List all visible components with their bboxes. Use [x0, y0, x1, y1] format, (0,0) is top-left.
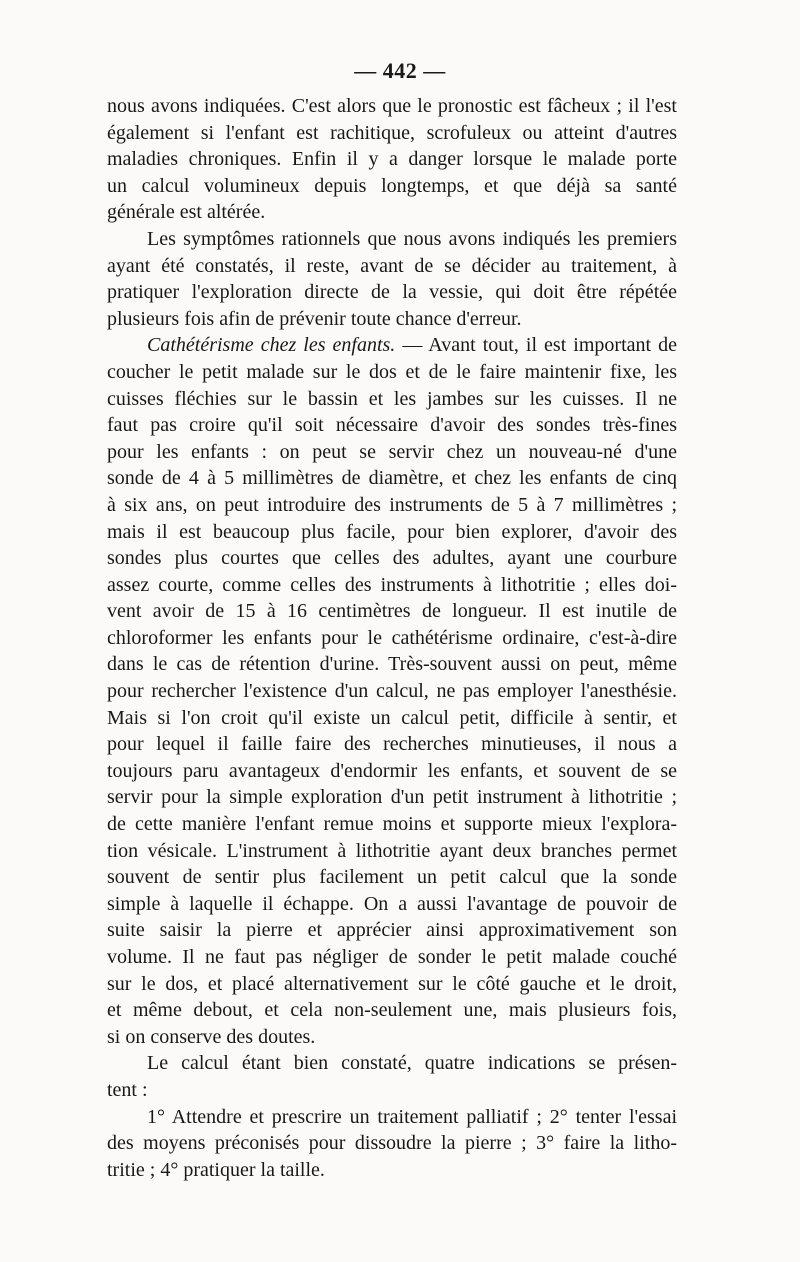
text-line: également si l'enfant est rachitique, scrofuleux ou atteint d'autres: [107, 121, 677, 144]
text-line: pour rechercher l'existence d'un calcul, ne pas employer l'anesthésie.: [107, 680, 677, 703]
text-line: 1° Attendre et prescrire un traitement palliatif ; 2° tenter l'essai: [147, 1105, 677, 1128]
text-line: volume. Il ne faut pas négliger de sonder le petit malade couché: [107, 946, 677, 968]
text-line: des moyens préconisés pour dissoudre la pierre ; 3° faire la litho-: [107, 1132, 677, 1155]
text-line: vent avoir de 15 à 16 centimètres de longueur. Il est inutile de: [107, 600, 677, 623]
text-line: sondes plus courtes que celles des adultes, ayant une courbure: [107, 547, 677, 570]
text-line: Mais si l'on croit qu'il existe un calcul petit, difficile à sentir, et: [107, 706, 677, 729]
text-line: coucher le petit malade sur le dos et de le faire maintenir fixe, les: [107, 360, 677, 383]
text-line: pratiquer l'exploration directe de la vessie, qui doit être répétée: [107, 281, 677, 304]
text-line: — Avant tout, il est important de: [402, 334, 677, 357]
text-line: plusieurs fois afin de prévenir toute chance d'erreur.: [107, 307, 522, 330]
text-line: tion vésicale. L'instrument à lithotritie ayant deux branches permet: [107, 839, 677, 862]
text-line: assez courte, comme celles des instruments à lithotritie ; elles doi-: [107, 573, 677, 596]
text-line: pour les enfants : on peut se servir chez un nouveau-né d'une: [107, 440, 677, 463]
text-line: à six ans, on peut introduire des instruments de 5 à 7 millimètres ;: [107, 493, 677, 516]
text-line: un calcul volumineux depuis longtemps, et que déjà sa santé: [107, 174, 677, 197]
text-line: de cette manière l'enfant remue moins et supporte mieux l'explora-: [107, 813, 677, 836]
text-line: dans le cas de rétention d'urine. Très-souvent aussi on peut, même: [107, 653, 677, 676]
text-line: souvent de sentir plus facilement un petit calcul que la sonde: [107, 866, 677, 889]
text-line: tritie ; 4° pratiquer la taille.: [107, 1158, 325, 1181]
text-line: chloroformer les enfants pour le cathétérisme ordinaire, c'est-à-dire: [107, 626, 677, 649]
body-text: [107, 93, 677, 1183]
text-line: suite saisir la pierre et apprécier ainsi approximativement son: [107, 919, 677, 942]
text-line: ayant été constatés, il reste, avant de se décider au traitement, à: [107, 254, 677, 277]
section-heading: Cathétérisme chez les enfants.: [147, 334, 396, 357]
page-number: — 442 —: [354, 58, 446, 83]
text-line: sur le dos, et placé alternativement sur le côté gauche et le droit,: [107, 972, 677, 995]
text-line: mais il est beaucoup plus facile, pour bien explorer, d'avoir des: [107, 520, 677, 543]
text-line: nous avons indiquées. C'est alors que le pronostic est fâcheux ; il l'est: [107, 95, 677, 117]
text-line: tent :: [107, 1078, 148, 1101]
text-line: Le calcul étant bien constaté, quatre indications se présen-: [147, 1052, 677, 1075]
text-line: maladies chroniques. Enfin il y a danger lorsque le malade porte: [107, 148, 677, 171]
text-line: cuisses fléchies sur le bassin et les jambes sur les cuisses. Il ne: [107, 387, 677, 410]
text-line: et même debout, et cela non-seulement une, mais plusieurs fois,: [107, 999, 677, 1022]
text-line: toujours paru avantageux d'endormir les enfants, et souvent de se: [107, 759, 677, 782]
text-line: simple à laquelle il échappe. On a aussi l'avantage de pouvoir de: [107, 892, 677, 915]
text-line: pour lequel il faille faire des recherches minutieuses, il nous a: [107, 733, 677, 756]
text-line: sonde de 4 à 5 millimètres de diamètre, et chez les enfants de cinq: [107, 467, 677, 490]
text-line: servir pour la simple exploration d'un petit instrument à lithotritie ;: [107, 786, 677, 809]
text-line: générale est altérée.: [107, 201, 266, 224]
text-line: Les symptômes rationnels que nous avons indiqués les premiers: [147, 227, 677, 250]
section-heading-line: [107, 332, 677, 359]
text-line: faut pas croire qu'il soit nécessaire d'avoir des sondes très-fines: [107, 414, 677, 437]
text-line: si on conserve des doutes.: [107, 1025, 316, 1048]
